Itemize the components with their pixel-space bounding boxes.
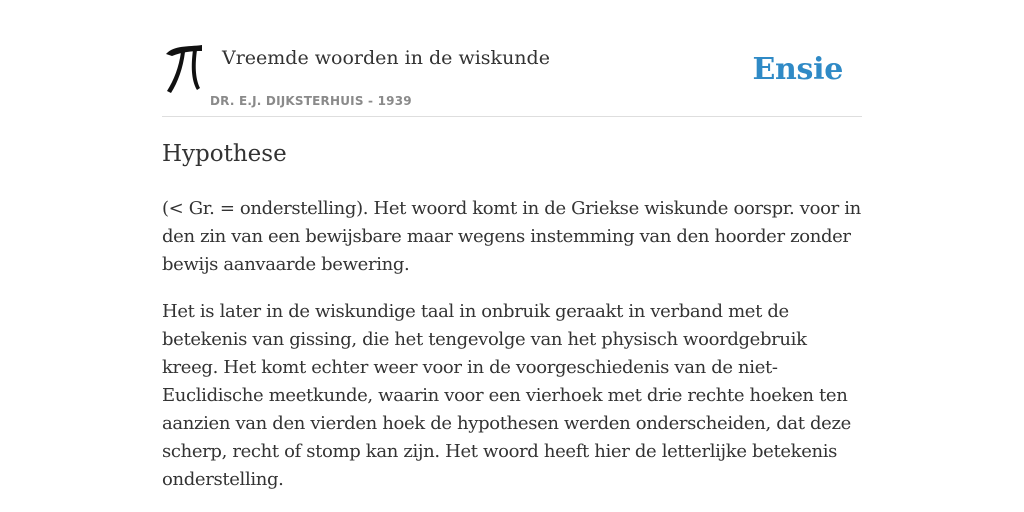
entry-paragraph: Het is later in de wiskundige taal in onbruik geraakt in verband met de betekenis van gissing, die het tengevolge van het physisch woordgebruik kreeg. Het komt echter weer voor in de voorgeschiedenis van de niet-Euclidische meetkunde, waarin voor een vierhoek met drie rechte hoeken ten aanzien van den vierden hoek de hypothesen werden onderscheiden, dat deze scherp, recht of stomp kan zijn. Het woord heeft hier de letterlijke betekenis onderstelling. bbox=[162, 301, 851, 490]
pi-icon bbox=[162, 40, 208, 100]
entry-content bbox=[162, 137, 862, 512]
brand-logo[interactable]: Ensie bbox=[752, 52, 843, 87]
entry-title: Hypothese bbox=[162, 141, 287, 167]
book-title[interactable]: Vreemde woorden in de wiskunde bbox=[222, 47, 550, 69]
entry-paragraph: (< Gr. = onderstelling). Het woord komt in de Griekse wiskunde oorspr. voor in den zin van een bewijsbare maar wegens instemming van den hoorder zonder bewijs aanvaarde bewering. bbox=[162, 198, 861, 275]
book-author: DR. E.J. DIJKSTERHUIS - 1939 bbox=[210, 94, 412, 108]
header bbox=[162, 0, 862, 117]
